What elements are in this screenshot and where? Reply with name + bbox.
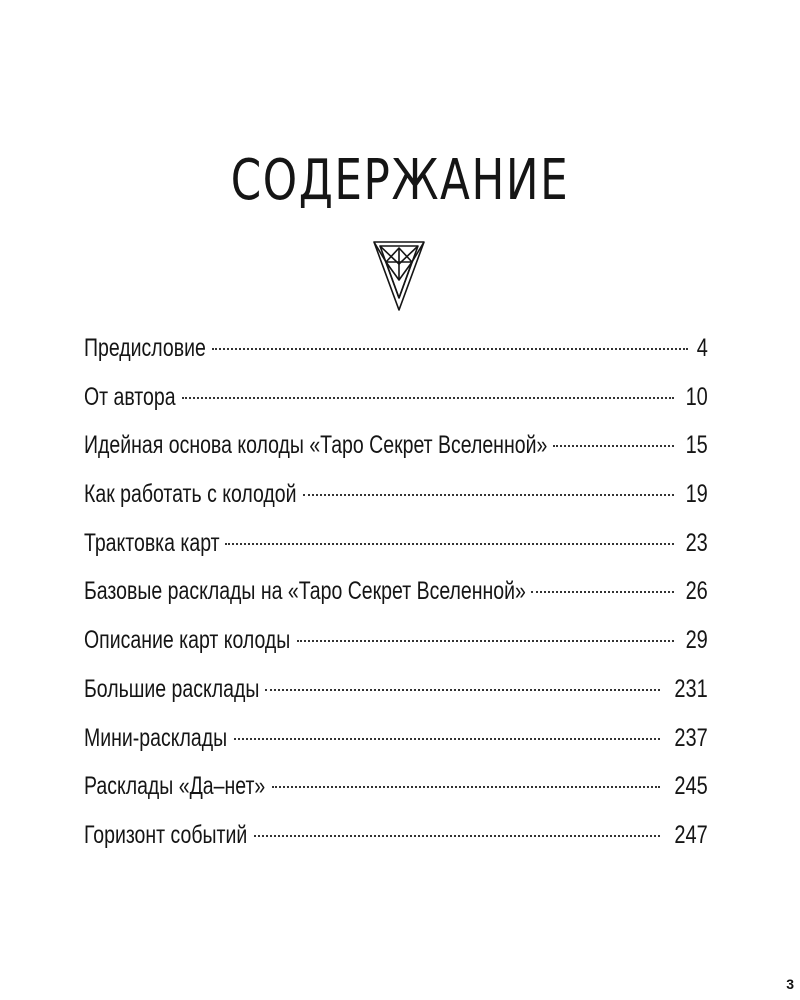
toc-entry-from-author[interactable] [84, 377, 708, 426]
toc-entry-page: 10 [685, 382, 708, 411]
toc-entry-page: 247 [674, 820, 708, 849]
toc-entry-label: Большие расклады [84, 674, 260, 703]
toc-entry-large-spreads[interactable] [84, 669, 708, 718]
dot-leader [212, 348, 688, 350]
page-title: СОДЕРЖАНИЕ [230, 148, 570, 213]
toc-entry-page: 26 [685, 577, 708, 606]
toc-entry-event-horizon[interactable] [84, 815, 708, 864]
toc-entry-page: 23 [685, 528, 708, 557]
dot-leader [265, 689, 660, 691]
toc-entry-label: Мини-расклады [84, 723, 228, 752]
triangle-gem-icon [372, 240, 426, 312]
dot-leader [531, 591, 674, 593]
toc-entry-card-interpretation[interactable] [84, 523, 708, 572]
toc-entry-preface[interactable] [84, 328, 708, 377]
dot-leader [225, 543, 674, 545]
toc-entry-label: Предисловие [84, 334, 206, 362]
toc-entry-page: 4 [696, 334, 708, 362]
toc-entry-yes-no-spreads[interactable] [84, 766, 708, 815]
dot-leader [234, 738, 661, 740]
toc-entry-label: Трактовка карт [84, 528, 220, 557]
toc-entry-page: 237 [674, 723, 708, 752]
dot-leader [272, 786, 661, 788]
toc-entry-basic-spreads[interactable] [84, 571, 708, 620]
toc-entry-label: От автора [84, 382, 176, 411]
toc-entry-page: 19 [685, 480, 708, 509]
toc-entry-how-to-work[interactable] [84, 474, 708, 523]
toc-entry-label: Описание карт колоды [84, 626, 291, 655]
dot-leader [553, 445, 674, 447]
toc-entry-card-descriptions[interactable] [84, 620, 708, 669]
toc-entry-mini-spreads[interactable] [84, 718, 708, 767]
toc-entry-page: 231 [674, 674, 708, 703]
toc-entry-page: 245 [674, 772, 708, 801]
toc-entry-label: Горизонт событий [84, 820, 248, 849]
dot-leader [297, 640, 674, 642]
dot-leader [254, 835, 661, 837]
table-of-contents [84, 328, 708, 864]
toc-entry-label: Расклады «Да–нет» [84, 772, 266, 801]
toc-entry-label: Как работать с колодой [84, 480, 297, 509]
dot-leader [303, 494, 674, 496]
toc-entry-label: Базовые расклады на «Таро Секрет Вселенной» [84, 577, 526, 606]
page-number: 3 [786, 976, 794, 992]
toc-entry-deck-concept[interactable] [84, 425, 708, 474]
toc-entry-label: Идейная основа колоды «Таро Секрет Вселенной» [84, 431, 548, 460]
dot-leader [182, 397, 674, 399]
toc-entry-page: 29 [685, 626, 708, 655]
toc-entry-page: 15 [685, 431, 708, 460]
